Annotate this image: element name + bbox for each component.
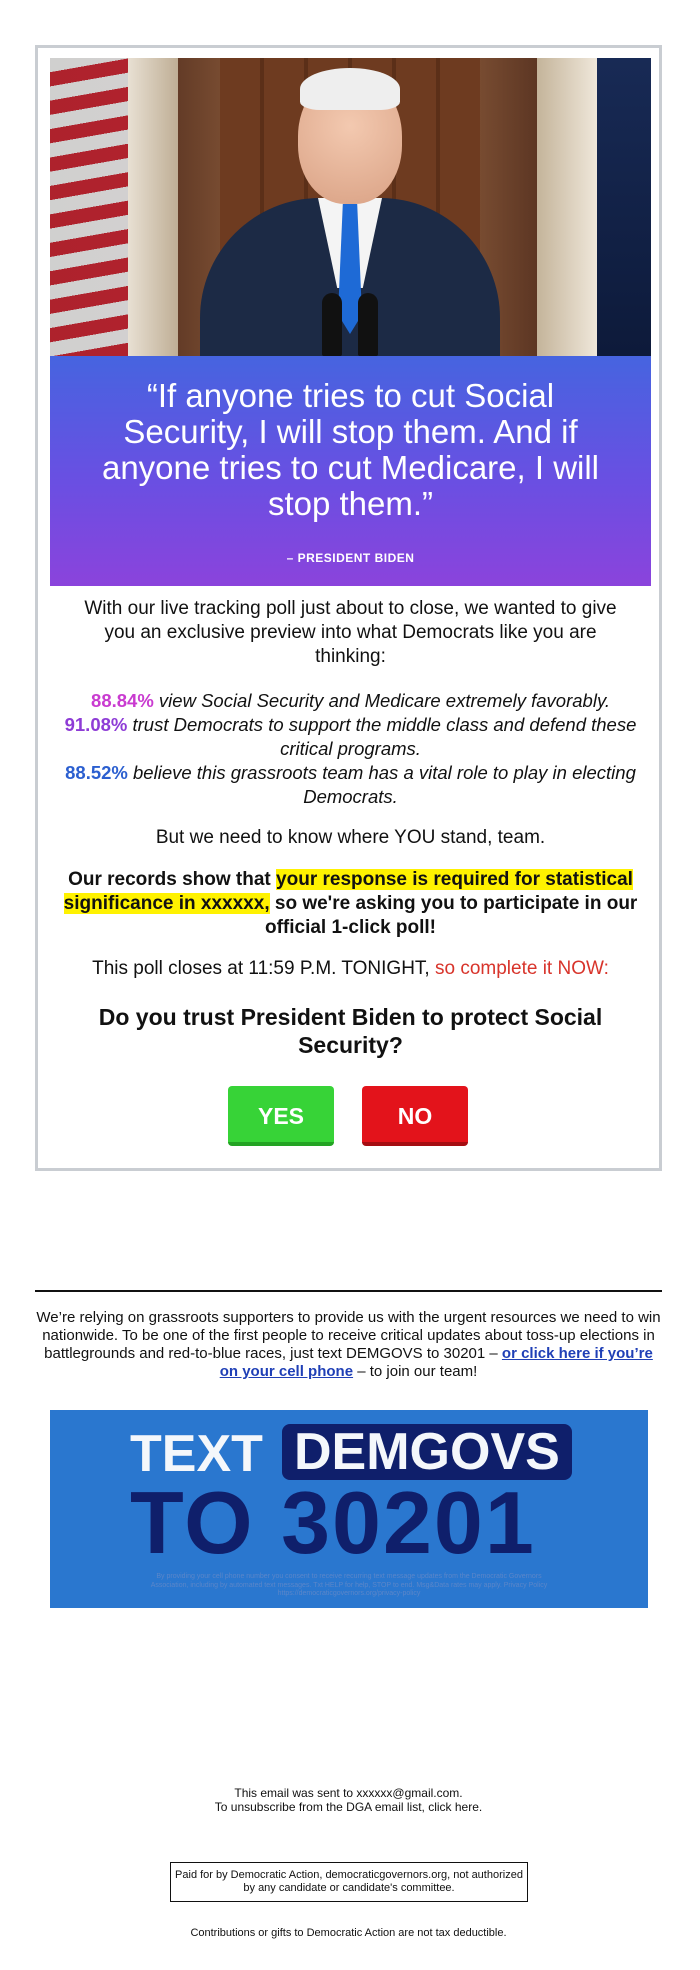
text-word: TEXT <box>130 1425 263 1483</box>
banner-fine-print: By providing your cell phone number you consent to receive recurring text message updates from the Democratic Governors Association, including by automated text messages. Txt HELP for help, STOP to end. Msg&Data rates may apply. Privacy Policy https://democraticgovernors.org/privacy-policy <box>150 1573 548 1597</box>
support-text: We’re relying on grassroots supporters to provide us with the urgent resources we need to win nationwide. To be one of the first people to receive critical updates about toss-up elections in battlegrounds and red-to-blue races, just text DEMGOVS to 30201 – or click here if you’re on your cell phone – to join our team! <box>36 1309 661 1380</box>
no-button[interactable]: NO <box>362 1086 468 1146</box>
yes-button[interactable]: YES <box>228 1086 334 1146</box>
quote-text: “If anyone tries to cut Social Security, I will stop them. And if anyone tries to cut Medicare, I will stop them.” <box>101 377 600 522</box>
tax-disclaimer: Contributions or gifts to Democratic Action are not tax deductible. <box>190 1927 507 1939</box>
cell-phone-link[interactable]: or click here if you’re on your cell phone <box>219 1345 653 1380</box>
paid-for-disclaimer: Paid for by Democratic Action, democraticgovernors.org, not authorized by any candidate or candidate's committee. <box>170 1862 528 1902</box>
quote-attribution: – PRESIDENT BIDEN <box>286 551 415 565</box>
records-text: Our records show that your response is required for statistical significance in xxxxxx, so we're asking you to participate in our official 1-click poll! <box>63 869 638 938</box>
poll-stats <box>58 689 643 809</box>
president-photo <box>50 58 651 356</box>
unsubscribe-link[interactable]: To unsubscribe from the DGA email list, click here. <box>214 1800 483 1814</box>
text-demgovs-banner[interactable] <box>50 1410 648 1608</box>
intro-text: With our live tracking poll just about to close, we wanted to give you an exclusive preview into what Democrats like you are thinking: <box>84 598 617 667</box>
deadline-cta: so complete it NOW: <box>434 958 609 979</box>
short-code: TO 30201 <box>130 1473 536 1572</box>
stat-line <box>58 689 643 713</box>
american-flag-image <box>50 58 128 356</box>
section-divider <box>35 1290 662 1292</box>
stat-percent: 91.08% <box>64 714 128 735</box>
highlighted-text: your response is required for statistical significance in xxxxxx, <box>63 869 633 914</box>
stat-percent: 88.52% <box>65 762 128 783</box>
stat-line <box>58 761 643 809</box>
stat-percent: 88.84% <box>91 690 154 711</box>
quote-banner <box>50 356 651 586</box>
poll-question: Do you trust President Biden to protect Social Security? <box>98 1004 603 1058</box>
stat-text: believe this grassroots team has a vital role to play in electing Democrats. <box>127 762 636 807</box>
stat-text: view Social Security and Medicare extremely favorably. <box>153 690 610 711</box>
deadline-text: This poll closes at 11:59 P.M. TONIGHT, so complete it NOW: <box>92 958 609 979</box>
stat-line <box>58 713 643 761</box>
microphone-icon <box>358 293 378 356</box>
footer-notice <box>35 1786 662 1814</box>
sent-to-line: This email was sent to xxxxxx@gmail.com. <box>234 1786 463 1800</box>
stat-text: trust Democrats to support the middle class and defend these critical programs. <box>127 714 637 759</box>
ask-text: But we need to know where YOU stand, team. <box>155 827 546 848</box>
keyword-pill: DEMGOVS <box>282 1424 572 1480</box>
blue-flag-image <box>597 58 651 356</box>
microphone-icon <box>322 293 342 356</box>
email-card <box>35 45 662 1171</box>
